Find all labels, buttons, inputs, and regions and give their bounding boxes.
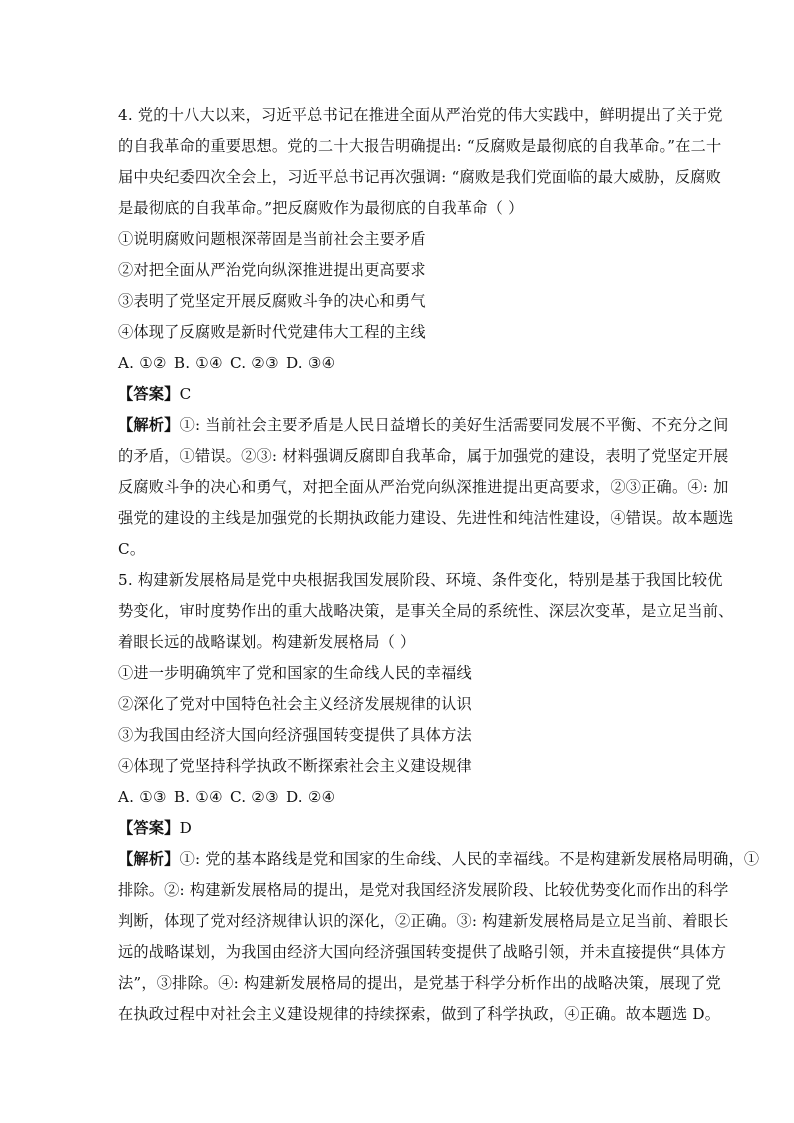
question-4-stem (118, 100, 723, 224)
stem-line: 着眼长远的战略谋划。构建新发展格局（ ） (118, 633, 416, 651)
question-4-option-4: ④体现了反腐败是新时代党建伟大工程的主线 (118, 323, 426, 341)
choice-c: C. ②③ (229, 788, 284, 806)
question-5-option-4: ④体现了党坚持科学执政不断探索社会主义建设规律 (118, 757, 472, 775)
analysis-line: 判断，体现了党对经济规律认识的深化，②正确。③: 构建新发展格局是立足当前、着眼长 (118, 912, 729, 930)
answer-tag: 【答案】 (118, 819, 180, 837)
question-5-stem (118, 565, 734, 658)
choice-b: B. ①④ (173, 788, 228, 806)
analysis-text: ①: 党的基本路线是党和国家的生命线、人民的幸福线。不是构建新发展格局明确，① (179, 850, 760, 868)
question-5-choices (118, 782, 678, 813)
question-5-analysis (118, 844, 760, 1030)
analysis-line: 反腐败斗争的决心和勇气，对把全面从严治党向纵深推进提出更高要求，②③正确。④: 加 (118, 478, 729, 496)
choice-d: D. ③④ (285, 354, 336, 372)
answer-tag: 【答案】 (118, 385, 180, 403)
choice-a: A. ①③ (118, 788, 172, 806)
question-4-option-1: ①说明腐败问题根深蒂固是当前社会主要矛盾 (118, 230, 426, 248)
stem-line: 势变化，审时度势作出的重大战略决策，是事关全局的系统性、深层次变革，是立足当前、 (118, 602, 734, 620)
analysis-line: 排除。②: 构建新发展格局的提出，是党对我国经济发展阶段、比较优势变化而作出的科学 (118, 881, 729, 899)
analysis-line: 在执政过程中对社会主义建设规律的持续探索，做到了科学执政，④正确。故本题选 D。 (118, 1005, 721, 1023)
analysis-line: 远的战略谋划，为我国由经济大国向经济强国转变提供了战略引领，并未直接提供“具体方 (118, 943, 727, 961)
question-5-option-1: ①进一步明确筑牢了党和国家的生命线人民的幸福线 (118, 664, 472, 682)
analysis-line: 强党的建设的主线是加强党的长期执政能力建设、先进性和纯洁性建设，④错误。故本题选 (118, 509, 734, 527)
analysis-tag: 【解析】 (118, 850, 180, 868)
analysis-tag: 【解析】 (118, 416, 180, 434)
analysis-line: 法”，③排除。④: 构建新发展格局的提出，是党基于科学分析作出的战略决策，展现了党 (118, 974, 722, 992)
document-page (118, 100, 760, 1030)
stem-line: 4. 党的十八大以来，习近平总书记在推进全面从严治党的伟大实践中，鲜明提出了关于党 (118, 106, 723, 124)
answer-value: D (179, 819, 192, 837)
stem-line: 届中央纪委四次全会上，习近平总书记再次强调: “腐败是我们党面临的最大威胁，反腐败 (118, 168, 722, 186)
choice-d: D. ②④ (285, 788, 336, 806)
question-4-choices (118, 348, 678, 379)
choice-c: C. ②③ (229, 354, 284, 372)
analysis-line (118, 844, 760, 875)
analysis-line: 的矛盾，①错误。②③: 材料强调反腐即自我革命，属于加强党的建设，表明了党坚定开展 (118, 447, 729, 465)
question-4-option-3: ③表明了党坚定开展反腐败斗争的决心和勇气 (118, 292, 426, 310)
choice-b: B. ①④ (173, 354, 228, 372)
stem-line: 5. 构建新发展格局是党中央根据我国发展阶段、环境、条件变化，特别是基于我国比较优 (118, 571, 723, 589)
question-5-answer (118, 813, 678, 844)
stem-line: 是最彻底的自我革命。”把反腐败作为最彻底的自我革命（ ） (118, 199, 524, 217)
analysis-line: C。 (118, 540, 146, 558)
question-4-analysis (118, 410, 734, 565)
question-4-answer (118, 379, 678, 410)
question-4-option-2: ②对把全面从严治党向纵深推进提出更高要求 (118, 261, 426, 279)
choice-a: A. ①② (118, 354, 172, 372)
question-5-option-3: ③为我国由经济大国向经济强国转变提供了具体方法 (118, 726, 472, 744)
analysis-text: ①: 当前社会主要矛盾是人民日益增长的美好生活需要同发展不平衡、不充分之间 (179, 416, 729, 434)
stem-line: 的自我革命的重要思想。党的二十大报告明确提出: “反腐败是最彻底的自我革命。”在二十 (118, 137, 722, 155)
question-5-option-2: ②深化了党对中国特色社会主义经济发展规律的认识 (118, 695, 472, 713)
analysis-line (118, 410, 729, 441)
answer-value: C (179, 385, 192, 403)
